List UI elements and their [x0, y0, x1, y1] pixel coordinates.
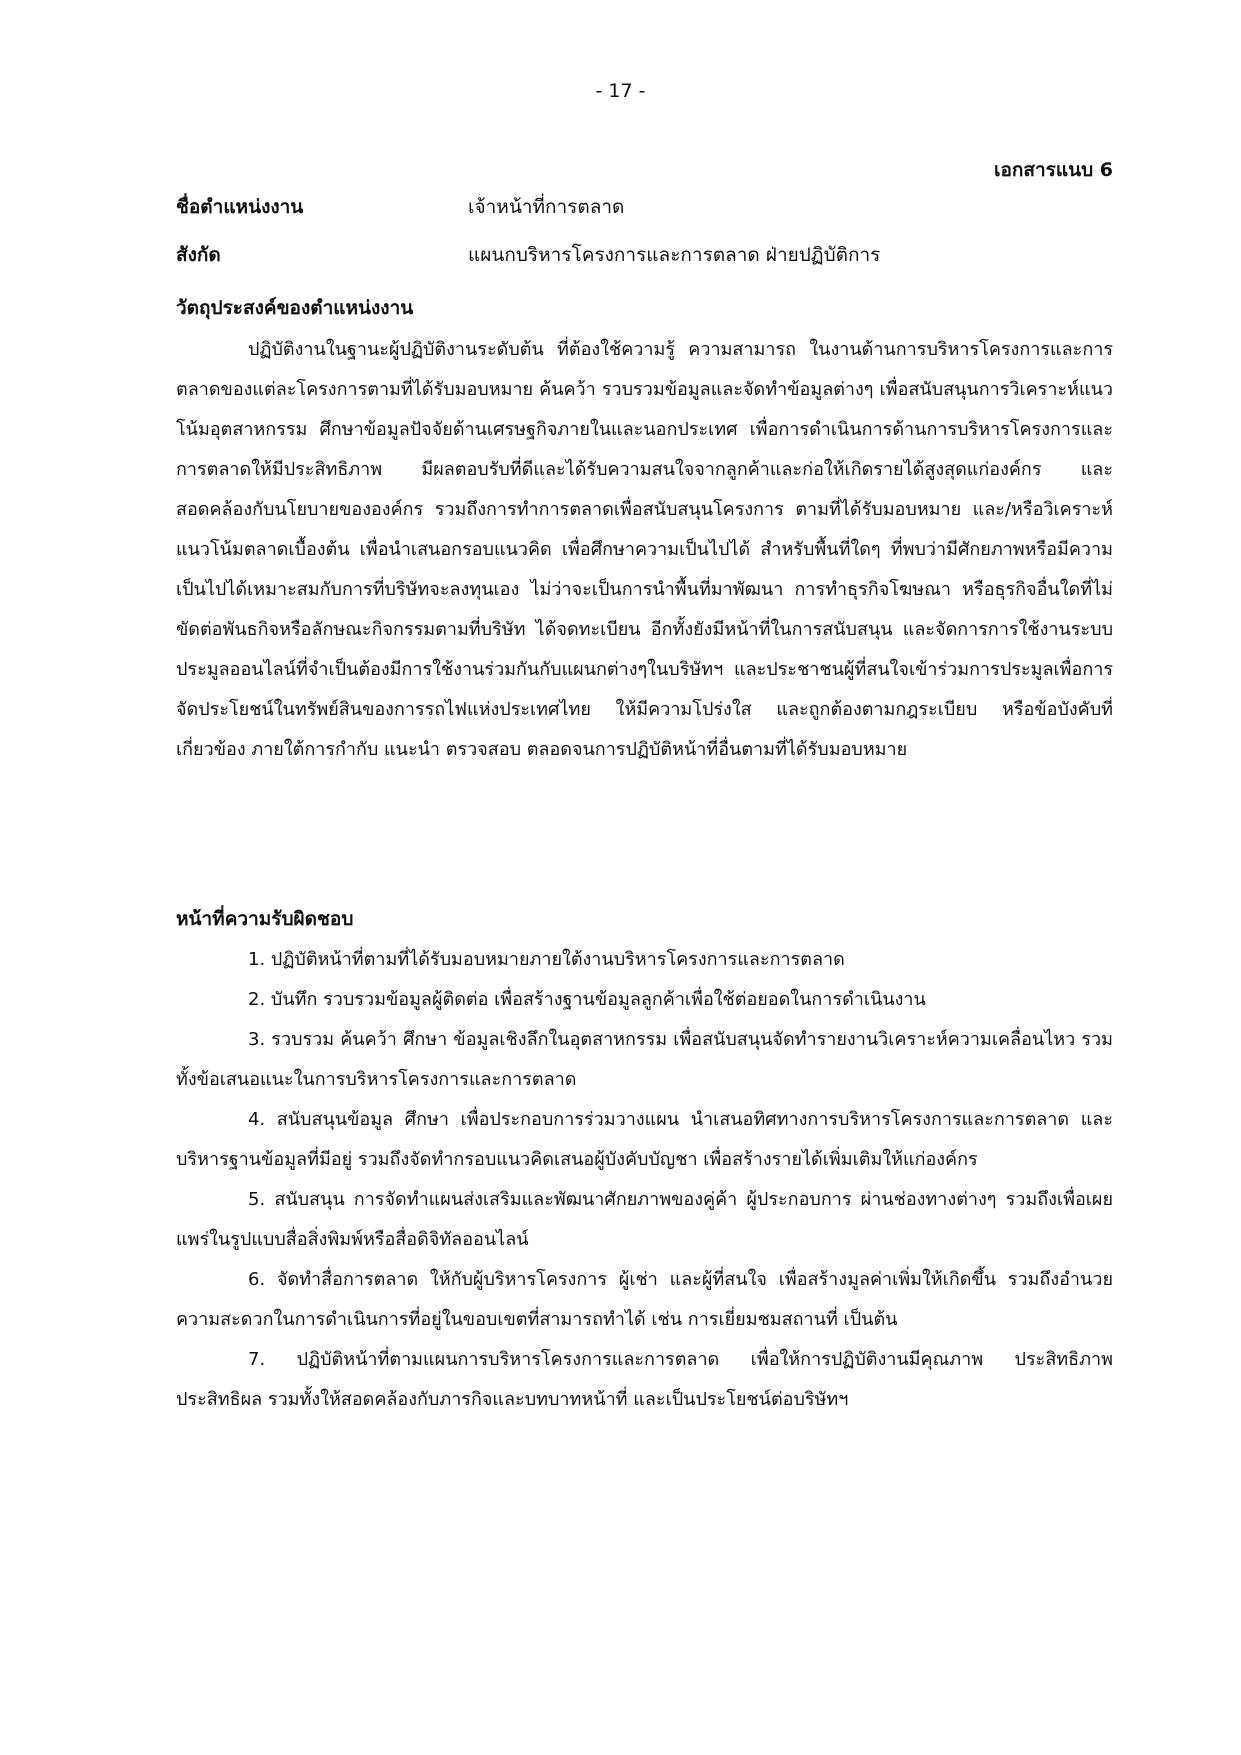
objective-heading: วัตถุประสงค์ของตำแหน่งงาน — [176, 297, 414, 319]
affiliation-row — [176, 240, 880, 270]
position-label: ชื่อตำแหน่งงาน — [176, 196, 304, 218]
responsibilities-list — [176, 940, 1113, 1420]
list-item: 3. รวบรวม ค้นคว้า ศึกษา ข้อมูลเชิงลึกในอุตสาหกรรม เพื่อสนับสนุนจัดทำรายงานวิเคราะห์ความเคลื่อนไหว รวมทั้งข้อเสนอแนะในการบริหารโครงการและการตลาด — [176, 1029, 1113, 1090]
affiliation-value: แผนกบริหารโครงการและการตลาด ฝ่ายปฏิบัติการ — [468, 244, 881, 266]
list-item: 6. จัดทำสื่อการตลาด ให้กับผู้บริหารโครงการ ผู้เช่า และผู้ที่สนใจ เพื่อสร้างมูลค่าเพิ่มให้เกิดขึ้น รวมถึงอำนวยความสะดวกในการดำเนินการที่อยู่ในขอบเขตที่สามารถทำได้ เช่น การเยี่ยมชมสถานที่ เป็นต้น — [176, 1269, 1113, 1330]
responsibilities-heading: หน้าที่ความรับผิดชอบ — [176, 908, 354, 930]
list-item: 2. บันทึก รวบรวมข้อมูลผู้ติดต่อ เพื่อสร้างฐานข้อมูลลูกค้าเพื่อใช้ต่อยอดในการดำเนินงาน — [248, 989, 926, 1010]
list-item: 7. ปฏิบัติหน้าที่ตามแผนการบริหารโครงการและการตลาด เพื่อให้การปฏิบัติงานมีคุณภาพ ประสิทธิภาพ ประสิทธิผล รวมทั้งให้สอดคล้องกับภารกิจและบทบาทหน้าที่ และเป็นประโยชน์ต่อบริษัทฯ — [176, 1349, 1113, 1410]
position-value: เจ้าหน้าที่การตลาด — [468, 196, 625, 218]
page-number: - 17 - — [595, 80, 646, 102]
position-row — [176, 192, 624, 222]
objective-section — [176, 330, 1113, 770]
objective-paragraph: ปฏิบัติงานในฐานะผู้ปฏิบัติงานระดับต้น ที่ต้องใช้ความรู้ ความสามารถ ในงานด้านการบริหารโครงการและการตลาดของแต่ละโครงการตามที่ได้รับมอบหมาย ค้นคว้า รวบรวมข้อมูลและจัดทำข้อมูลต่างๆ เพื่อสนับสนุนการวิเคราะห์แนวโน้มอุตสาหกรรม ศึกษาข้อมูลปัจจัยด้านเศรษฐกิจภายในและนอกประเทศ เพื่อการดำเนินการด้านการบริหารโครงการและการตลาดให้มีประสิทธิภาพ มีผลตอบรับที่ดีและได้รับความสนใจจากลูกค้าและก่อให้เกิดรายได้สูงสุดแก่องค์กร และสอดคล้องกับนโยบายขององค์กร รวมถึงการทำการตลาดเพื่อสนับสนุนโครงการ ตามที่ได้รับมอบหมาย และ/หรือวิเคราะห์แนวโน้มตลาดเบื้องต้น เพื่อนำเสนอกรอบแนวคิด เพื่อศึกษาความเป็นไปได้ สำหรับพื้นที่ใดๆ ที่พบว่ามีศักยภาพหรือมีความเป็นไปได้เหมาะสมกับการที่บริษัทจะลงทุนเอง ไม่ว่าจะเป็นการนำพื้นที่มาพัฒนา การทำธุรกิจโฆษณา หรือธุรกิจอื่นใดที่ไม่ขัดต่อพันธกิจหรือลักษณะกิจกรรมตามที่บริษัท ได้จดทะเบียน อีกทั้งยังมีหน้าที่ในการสนับสนุน และจัดการการใช้งานระบบประมูลออนไลน์ที่จำเป็นต้องมีการใช้งานร่วมกันกับแผนกต่างๆในบริษัทฯ และประชาชนผู้ที่สนใจเข้าร่วมการประมูลเพื่อการจัดประโยชน์ในทรัพย์สินของการรถไฟแห่งประเทศไทย ให้มีความโปร่งใส และถูกต้องตามกฎระเบียบ หรือข้อบังคับที่เกี่ยวข้อง ภายใต้การกำกับ แนะนำ ตรวจสอบ ตลอดจนการปฏิบัติหน้าที่อื่นตามที่ได้รับมอบหมาย — [176, 339, 1113, 760]
attachment-label: เอกสารแนบ 6 — [993, 159, 1113, 181]
list-item: 5. สนับสนุน การจัดทำแผนส่งเสริมและพัฒนาศักยภาพของคู่ค้า ผู้ประกอบการ ผ่านช่องทางต่างๆ รวมถึงเพื่อเผยแพร่ในรูปแบบสื่อสิ่งพิมพ์หรือสื่อดิจิทัลออนไลน์ — [176, 1189, 1113, 1250]
list-item: 4. สนับสนุนข้อมูล ศึกษา เพื่อประกอบการร่วมวางแผน นำเสนอทิศทางการบริหารโครงการและการตลาด และบริหารฐานข้อมูลที่มีอยู่ รวมถึงจัดทำกรอบแนวคิดเสนอผู้บังคับบัญชา เพื่อสร้างรายได้เพิ่มเติมให้แก่องค์กร — [176, 1109, 1113, 1170]
affiliation-label: สังกัด — [176, 244, 221, 266]
list-item: 1. ปฏิบัติหน้าที่ตามที่ได้รับมอบหมายภายใต้งานบริหารโครงการและการตลาด — [248, 949, 845, 970]
